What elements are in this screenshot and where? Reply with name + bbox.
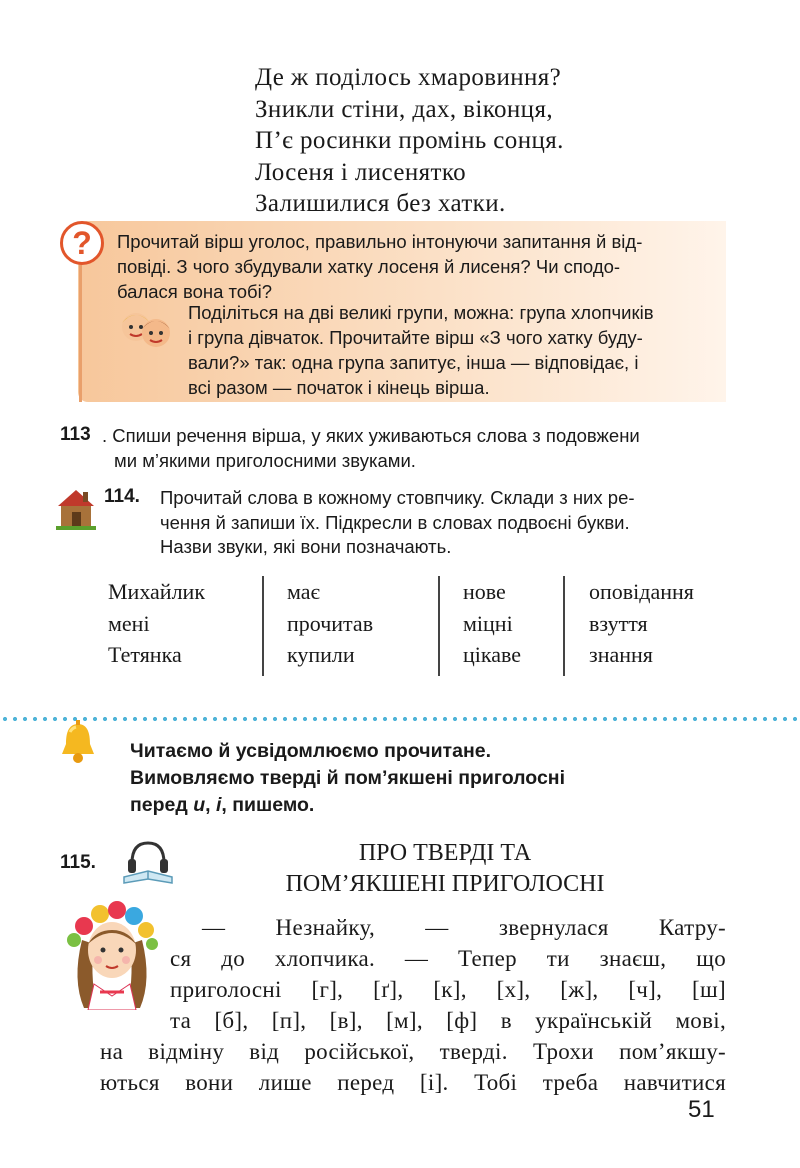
task-line: балася вона тобі? (117, 281, 273, 302)
story-title (240, 838, 650, 900)
column-divider (563, 576, 565, 676)
task-line: повіді. З чого збудували хатку лосеня й лисеня? Чи сподо- (117, 256, 621, 277)
story-line: — Незнайку, — звернулася Катру- (202, 915, 726, 940)
task-paragraph-1 (117, 229, 727, 304)
word: має (287, 579, 320, 604)
word: Михайлик (108, 579, 206, 604)
story-line: та [б], [п], [в], [м], [ф] в українській мові, (170, 1008, 726, 1033)
story-title-line: ПРО ТВЕРДІ ТА (358, 840, 532, 866)
bell-icon (58, 720, 98, 766)
poem-line: П’є росинки промінь сонця. (255, 127, 564, 154)
word: нове (463, 579, 506, 604)
word: оповідання (589, 579, 694, 604)
exercise-113-text (102, 424, 640, 473)
exercise-line: . Спиши речення вірша, у яких уживаються слова з подовжени (102, 425, 640, 446)
section-note-line (130, 792, 565, 819)
note-text: перед (130, 794, 194, 816)
poem-line: Лосеня і лисенятко (255, 158, 467, 186)
task-line: Прочитай вірш уголос, правильно інтонуючи запитання й від- (117, 231, 643, 252)
story-line: на відміну від російської, тверді. Трохи пом’якшу- (100, 1039, 726, 1064)
word: мені (108, 610, 150, 636)
dotted-separator (0, 716, 800, 722)
poem-line: Зникли стіни, дах, віконця, (255, 95, 554, 123)
word: цікаве (463, 642, 522, 667)
word-column-1 (108, 576, 205, 671)
exercise-114-text (160, 486, 635, 560)
poem-line: Залишилися без хатки. (255, 190, 506, 217)
task-line: Поділіться на дві великі групи, можна: група хлопчиків (188, 302, 654, 323)
word: прочитав (287, 610, 374, 636)
column-divider (262, 576, 264, 676)
column-divider (438, 576, 440, 676)
section-note-line: Читаємо й усвідомлюємо прочитане. (130, 740, 491, 762)
story-text-full (100, 1036, 726, 1098)
story-title-line: ПОМ’ЯКШЕНІ ПРИГОЛОСНІ (285, 871, 605, 897)
story-line: приголосні [г], [ґ], [к], [х], [ж], [ч], [ш] (170, 977, 726, 1002)
word: взуття (589, 610, 648, 636)
task-paragraph-2 (188, 300, 728, 400)
word: міцні (463, 610, 513, 636)
note-letter: и (193, 794, 206, 816)
exercise-line: ми м’якими приголосними звуками. (114, 449, 416, 471)
note-letter: і (215, 794, 222, 816)
task-line: всі разом — початок і кінець вірша. (188, 377, 490, 398)
page-number: 51 (688, 1096, 715, 1123)
word-column-2 (287, 576, 373, 671)
poem-line: Де ж поділось хмаровиння? (255, 64, 562, 91)
section-note-line: Вимовляємо тверді й пом’якшені приголосні (130, 767, 565, 789)
question-icon: ? (60, 221, 104, 265)
note-text: , пишемо. (221, 794, 315, 816)
task-line: вали?» так: одна група запитує, інша — відповідає, і (188, 352, 639, 373)
exercise-line: чення й запиши їх. Підкресли в словах подвоєні букви. (160, 511, 630, 533)
note-text: , (205, 794, 216, 816)
exercise-113-number: 113 (60, 424, 91, 445)
exercise-114-number: 114. (104, 486, 140, 507)
poem (255, 62, 564, 220)
task-line: і група дівчаток. Прочитайте вірш «З чого хатку буду- (188, 327, 643, 348)
house-icon (56, 486, 96, 530)
exercise-line: Назви звуки, які вони позначають. (160, 536, 452, 557)
word: Тетянка (108, 642, 182, 667)
word-column-3 (463, 576, 521, 671)
exercise-line: Прочитай слова в кожному стовпчику. Склади з них ре- (160, 487, 635, 508)
story-line: ються вони лише перед [і]. Тобі треба навчитися (100, 1070, 726, 1095)
girl-in-wreath-illustration (62, 900, 162, 1010)
children-icon (116, 307, 176, 351)
story-text-indented (170, 912, 726, 1036)
word: купили (287, 642, 355, 667)
headphones-book-icon (120, 837, 176, 887)
section-note (130, 738, 565, 819)
task-box-stem (79, 262, 82, 402)
story-line: ся до хлопчика. — Тепер ти знаєш, що (170, 946, 726, 971)
word: знання (589, 642, 653, 667)
word-column-4 (589, 576, 694, 671)
exercise-115-number: 115. (60, 852, 96, 873)
